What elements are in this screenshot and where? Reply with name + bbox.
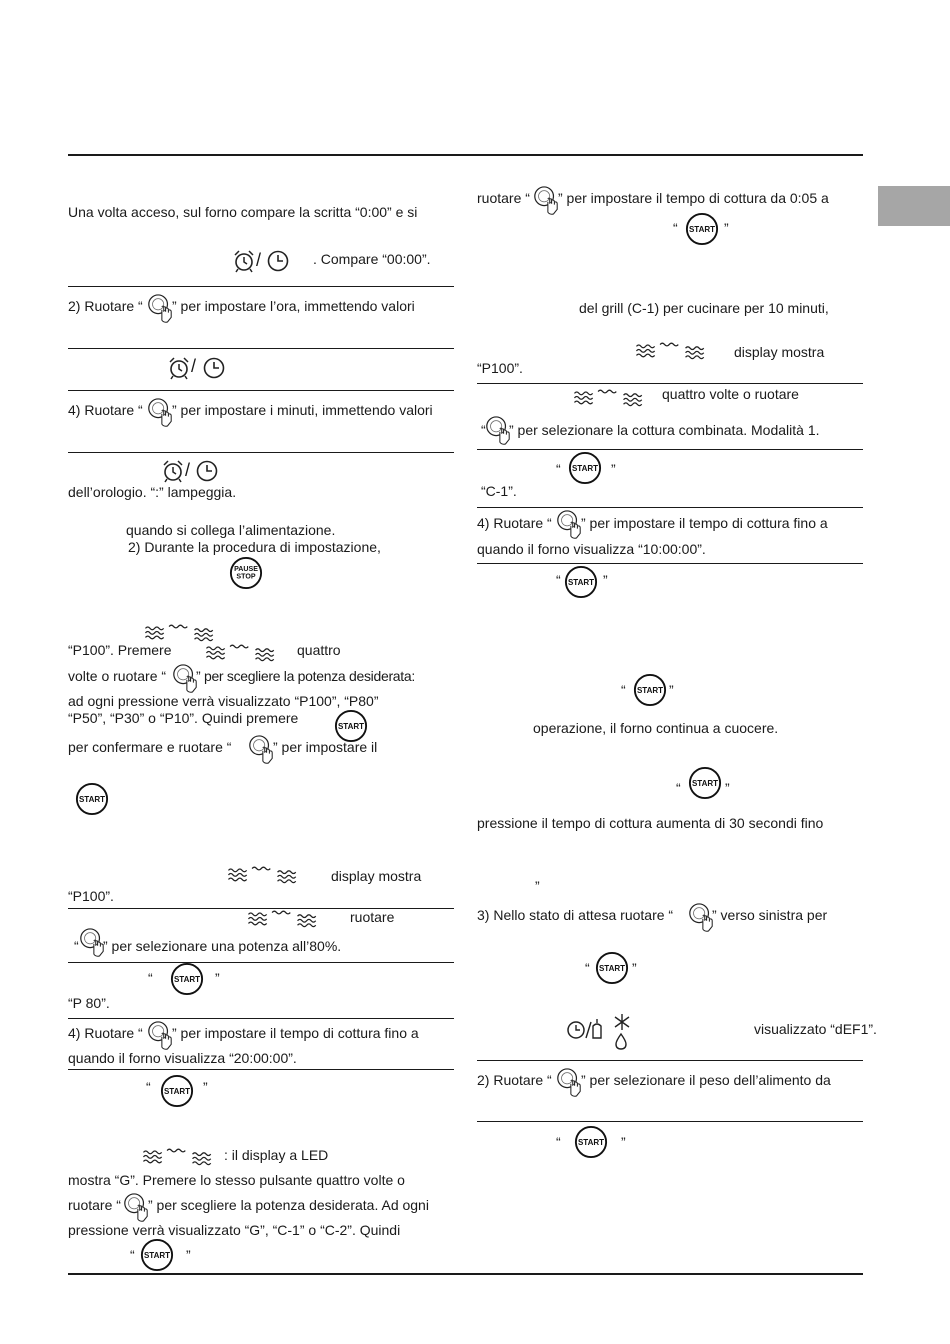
text-line: ruotare bbox=[350, 909, 395, 925]
text-line: “C-1”. bbox=[481, 483, 517, 499]
section-tab bbox=[878, 186, 950, 226]
text-line: “P50”, “P30” o “P10”. Quindi premere bbox=[68, 710, 299, 726]
text-line: quando il forno visualizza “20:00:00”. bbox=[68, 1050, 297, 1066]
quote: ” bbox=[603, 572, 608, 588]
start-button-icon bbox=[140, 1238, 174, 1272]
text-line: ” per impostare il tempo di cottura fino a bbox=[172, 1025, 419, 1041]
knob-hand-icon bbox=[247, 733, 275, 765]
divider bbox=[477, 1060, 863, 1061]
text-line: ” per impostare i minuti, immettendo valori bbox=[172, 402, 433, 418]
clock-icon bbox=[202, 356, 226, 380]
divider bbox=[477, 563, 863, 564]
quote: “ bbox=[148, 970, 153, 986]
quote: ” bbox=[725, 780, 730, 796]
text-line: ” per impostare il bbox=[273, 739, 378, 755]
start-button-icon bbox=[75, 782, 109, 816]
microwave-grill-icon bbox=[572, 387, 646, 407]
quote: ” bbox=[186, 1247, 191, 1263]
knob-hand-icon bbox=[78, 926, 106, 958]
start-button-icon bbox=[160, 1074, 194, 1108]
text-line: ” per scegliere la potenza desiderata: bbox=[196, 668, 415, 684]
svg-text:PAUSE: PAUSE bbox=[234, 565, 258, 574]
microwave-grill-icon bbox=[634, 340, 708, 360]
defrost-icon bbox=[564, 1012, 636, 1050]
text-line: mostra “G”. Premere lo stesso pulsante quattro volte o bbox=[68, 1172, 405, 1188]
quote: ” bbox=[203, 1079, 208, 1095]
clock-icon bbox=[266, 249, 290, 273]
knob-hand-icon bbox=[555, 1066, 583, 1098]
bottom-rule bbox=[68, 1273, 863, 1275]
text-line: 2) Ruotare “ bbox=[477, 1072, 552, 1088]
text-line: “ bbox=[481, 422, 486, 438]
top-rule bbox=[68, 154, 863, 156]
text-line: pressione verrà visualizzato “G”, “C-1” o “C-2”. Quindi bbox=[68, 1222, 401, 1238]
text-line: “P100”. Premere bbox=[68, 642, 172, 658]
divider bbox=[68, 390, 454, 391]
knob-hand-icon bbox=[146, 396, 174, 428]
text-line: ” per impostare il tempo di cottura da 0:05 a bbox=[558, 190, 829, 206]
alarm-clock-icon bbox=[232, 249, 256, 273]
clock-icon bbox=[195, 459, 219, 483]
text-line: ” per impostare l’ora, immettendo valori bbox=[172, 298, 415, 314]
knob-hand-icon bbox=[532, 184, 560, 216]
text-line: 2) Ruotare “ bbox=[68, 298, 143, 314]
quote: “ bbox=[673, 220, 678, 236]
quote: “ bbox=[585, 960, 590, 976]
text-line: display mostra bbox=[734, 344, 825, 360]
quote: “ bbox=[556, 572, 561, 588]
microwave-grill-icon bbox=[143, 622, 217, 642]
quote: ” bbox=[621, 1134, 626, 1150]
knob-hand-icon bbox=[484, 414, 512, 446]
text-line: quattro bbox=[297, 642, 341, 658]
text-line: Una volta acceso, sul forno compare la scritta “0:00” e si bbox=[68, 204, 418, 220]
text-line: “P100”. bbox=[68, 888, 114, 904]
quote: ” bbox=[215, 970, 220, 986]
text-line: ad ogni pressione verrà visualizzato “P100”, “P80” bbox=[68, 693, 379, 709]
quote: ” bbox=[669, 682, 674, 698]
microwave-grill-icon bbox=[246, 908, 320, 928]
text-line: visualizzato “dEF1”. bbox=[754, 1021, 877, 1037]
text-line: ” per selezionare il peso dell’alimento da bbox=[581, 1072, 831, 1088]
text-line: 3) Nello stato di attesa ruotare “ bbox=[477, 907, 674, 923]
microwave-grill-icon bbox=[141, 1146, 215, 1166]
divider bbox=[477, 449, 863, 450]
microwave-grill-icon bbox=[204, 642, 278, 662]
divider bbox=[477, 383, 863, 384]
text-line: volte o ruotare “ bbox=[68, 668, 167, 684]
divider bbox=[477, 507, 863, 508]
text-line: : il display a LED bbox=[224, 1147, 329, 1163]
text-line: ” verso sinistra per bbox=[712, 907, 828, 923]
slash: / bbox=[256, 250, 262, 270]
quote: ” bbox=[611, 461, 616, 477]
text-line: 2) Durante la procedura di impostazione, bbox=[128, 539, 381, 555]
knob-hand-icon bbox=[122, 1191, 150, 1223]
knob-hand-icon bbox=[146, 292, 174, 324]
text-line: quando si collega l’alimentazione. bbox=[126, 522, 336, 538]
text-line: ” bbox=[535, 878, 540, 894]
alarm-clock-icon bbox=[161, 459, 185, 483]
text-line: . Compare “00:00”. bbox=[313, 251, 431, 267]
microwave-grill-icon bbox=[226, 864, 300, 884]
quote: “ bbox=[130, 1247, 135, 1263]
text-line: ” per scegliere la potenza desiderata. Ad ogni bbox=[148, 1197, 429, 1213]
knob-hand-icon bbox=[171, 662, 199, 694]
text-line: display mostra bbox=[331, 868, 422, 884]
text-line: ” per impostare il tempo di cottura fino a bbox=[581, 515, 828, 531]
quote: ” bbox=[724, 220, 729, 236]
text-line: operazione, il forno continua a cuocere. bbox=[533, 720, 779, 736]
start-button-icon bbox=[568, 451, 602, 485]
quote: “ bbox=[676, 780, 681, 796]
text-line: 4) Ruotare “ bbox=[477, 515, 552, 531]
svg-text:STOP: STOP bbox=[236, 572, 256, 581]
divider bbox=[68, 452, 454, 453]
text-line: ruotare “ bbox=[477, 190, 530, 206]
divider bbox=[477, 1121, 863, 1122]
slash: / bbox=[185, 460, 191, 480]
knob-hand-icon bbox=[146, 1019, 174, 1051]
text-line: 4) Ruotare “ bbox=[68, 1025, 143, 1041]
text-line: per confermare e ruotare “ bbox=[68, 739, 232, 755]
text-line: ” per selezionare una potenza all’80%. bbox=[103, 938, 342, 954]
quote: ” bbox=[632, 960, 637, 976]
text-line: “P100”. bbox=[477, 360, 523, 376]
start-button-icon bbox=[688, 766, 722, 800]
start-button-icon bbox=[685, 212, 719, 246]
start-button-icon bbox=[334, 709, 368, 743]
knob-hand-icon bbox=[687, 901, 715, 933]
start-button-icon bbox=[595, 951, 629, 985]
text-line: del grill (C-1) per cucinare per 10 minuti, bbox=[579, 300, 829, 316]
quote: “ bbox=[556, 1134, 561, 1150]
quote: “ bbox=[556, 461, 561, 477]
divider bbox=[68, 1069, 454, 1070]
text-line: ruotare “ bbox=[68, 1197, 121, 1213]
knob-hand-icon bbox=[555, 508, 583, 540]
pause-stop-button-icon bbox=[229, 556, 263, 590]
divider bbox=[68, 1018, 454, 1019]
text-line: quando il forno visualizza “10:00:00”. bbox=[477, 541, 706, 557]
quote: “ bbox=[146, 1079, 151, 1095]
text-line: dell’orologio. “:” lampeggia. bbox=[68, 484, 237, 500]
text-line: ” per selezionare la cottura combinata. Modalità 1. bbox=[509, 422, 820, 438]
quote: “ bbox=[621, 682, 626, 698]
text-line: pressione il tempo di cottura aumenta di 30 secondi fino bbox=[477, 815, 824, 831]
start-button-icon bbox=[170, 962, 204, 996]
divider bbox=[68, 962, 454, 963]
alarm-clock-icon bbox=[167, 356, 191, 380]
divider bbox=[68, 348, 454, 349]
text-line: “P 80”. bbox=[68, 995, 110, 1011]
start-button-icon bbox=[633, 673, 667, 707]
slash: / bbox=[191, 356, 197, 376]
divider bbox=[68, 286, 454, 287]
text-line: quattro volte o ruotare bbox=[662, 386, 799, 402]
text-line: “ bbox=[74, 938, 79, 954]
start-button-icon bbox=[574, 1125, 608, 1159]
start-button-icon bbox=[564, 565, 598, 599]
text-line: 4) Ruotare “ bbox=[68, 402, 143, 418]
